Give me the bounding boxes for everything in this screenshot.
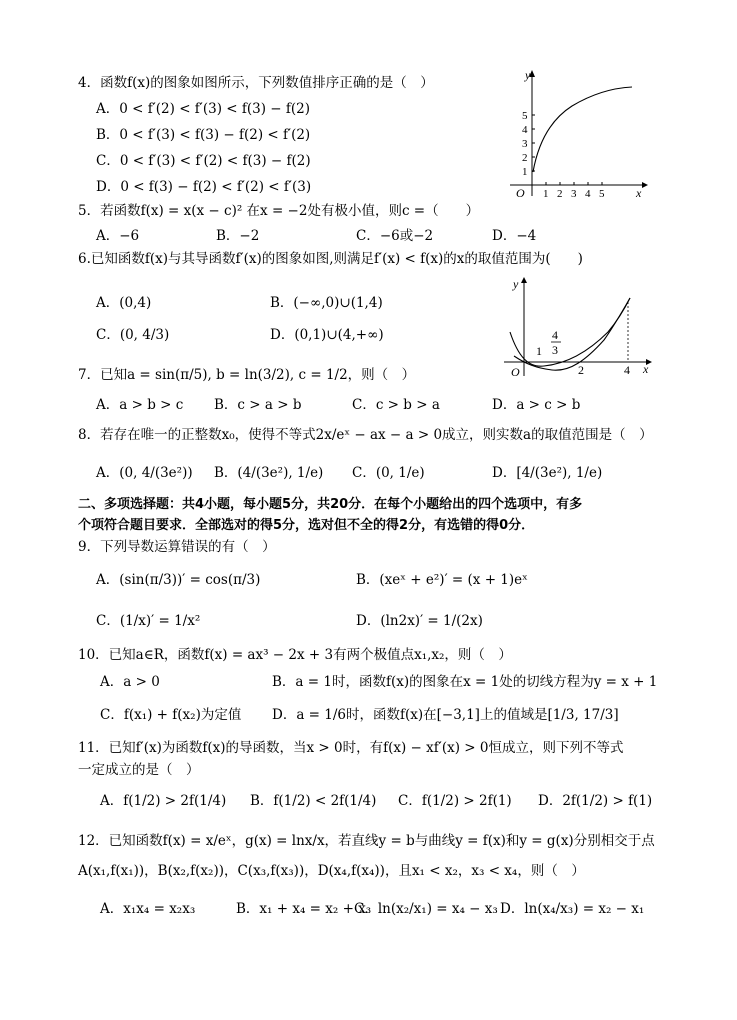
q4-y-ticks [522,110,535,178]
q4-x-tick: 3 [571,188,577,200]
q9-option-c: C．(1/x)′ = 1/x² [96,613,201,629]
q7-option-d: D．a > c > b [492,397,581,413]
q6-label-four: 4 [624,363,630,377]
q12-option-d: D．ln(x₄/x₃) = x₂ − x₁ [500,901,645,917]
q6-y-label: y [513,277,519,291]
q4-curve [533,87,632,172]
q10-stem: 10．已知a∈R，函数f(x) = ax³ − 2x + 3有两个极值点x₁,x₂，则（ ） [78,647,512,663]
q12-stem-line2: A(x₁,f(x₁))，B(x₂,f(x₂))，C(x₃,f(x₃))，D(x₄,f(x₄))，且x₁ < x₂，x₃ < x₄，则（ ） [78,863,585,879]
q6-label-four-third-den: 3 [552,343,558,357]
q4-option-a: A．0 < f′(2) < f′(3) < f(3) − f(2) [96,101,311,117]
q5-stem: 5．若函数f(x) = x(x − c)² 在x = −2处有极小值，则c =（ ） [78,203,480,219]
q6-option-a: A．(0,4) [96,295,152,311]
q4-option-b: B．0 < f′(3) < f(3) − f(2) < f′(2) [96,127,311,143]
q6-option-b: B．(−∞,0)∪(1,4) [270,295,383,311]
q4-x-tick: 4 [585,188,591,200]
q10-option-d: D．a = 1/6时，函数f(x)在[−3,1]上的值域是[1/3, 17/3] [272,707,619,723]
q12-option-a: A．x₁x₄ = x₂x₃ [100,901,196,917]
q6-origin-label: O [511,365,520,378]
q4-option-d: D．0 < f(3) − f(2) < f′(2) < f′(3) [96,179,312,195]
q6-curve-f [510,298,630,366]
q6-function-graph [500,276,660,378]
q11-option-a: A．f(1/2) > 2f(1/4) [100,793,227,809]
q4-x-tick: 1 [543,188,549,200]
q8-option-d: D．[4/(3e²), 1/e) [492,465,603,481]
q4-function-graph [500,66,650,200]
q7-option-c: C．c > b > a [352,397,440,413]
q4-y-tick: 2 [522,152,528,164]
q11-stem-line2: 一定成立的是（ ） [78,762,200,778]
q8-option-c: C．(0, 1/e) [352,465,425,481]
q5-option-b: B．−2 [216,228,260,244]
q10-option-b: B．a = 1时，函数f(x)的图象在x = 1处的切线方程为y = x + 1 [272,674,658,690]
q8-option-b: B．(4/(3e²), 1/e) [214,465,324,481]
section2-heading-line2: 个项符合题目要求．全部选对的得5分，选对但不全的得2分，有选错的得0分． [78,518,535,533]
q11-option-d: D．2f(1/2) > f(1) [538,793,653,809]
q12-option-c: C．ln(x₂/x₁) = x₄ − x₃ [354,901,498,917]
q9-option-a: A．(sin(π/3))′ = cos(π/3) [96,572,261,588]
q5-option-c: C．−6或−2 [356,228,434,244]
q6-stem: 6.已知函数f(x)与其导函数f′(x)的图象如图,则满足f′(x) < f(x)的x的取值范围为( ) [78,251,583,267]
q11-stem-line1: 11．已知f′(x)为函数f(x)的导函数，当x > 0时，有f(x) − xf′(x) > 0恒成立，则下列不等式 [78,740,624,756]
q4-stem: 4．函数f(x)的图象如图所示，下列数值排序正确的是（ ） [78,75,434,91]
q4-y-tick: 5 [522,110,528,122]
q7-option-a: A．a > b > c [96,397,184,413]
q6-label-two: 2 [578,363,584,377]
q4-option-c: C．0 < f′(3) < f′(2) < f(3) − f(2) [96,153,311,169]
q4-y-tick: 4 [522,124,528,136]
q11-option-c: C．f(1/2) > 2f(1) [398,793,512,809]
q6-x-label: x [643,362,649,376]
q4-x-label: x [636,186,642,200]
q6-option-d: D．(0,1)∪(4,+∞) [270,327,384,343]
q7-option-b: B．c > a > b [214,397,302,413]
q8-option-a: A．(0, 4/(3e²)) [96,465,193,481]
q4-x-tick: 2 [557,188,563,200]
q9-option-d: D．(ln2x)′ = 1/(2x) [356,613,483,629]
q9-stem: 9．下列导数运算错误的有（ ） [78,539,276,555]
q10-option-a: A．a > 0 [100,674,160,690]
q5-option-a: A．−6 [96,228,140,244]
q4-y-tick: 3 [522,138,528,150]
q12-option-b: B．x₁ + x₄ = x₂ + x₃ [236,901,372,917]
q11-option-b: B．f(1/2) < 2f(1/4) [250,793,377,809]
q5-option-d: D．−4 [492,228,537,244]
q4-origin-label: O [516,186,525,200]
q7-stem: 7．已知a = sin(π/5), b = ln(3/2), c = 1/2，则（ ） [78,367,416,383]
q6-label-one: 1 [536,344,542,358]
q6-label-four-third: 4 [552,328,558,342]
q6-option-c: C．(0, 4/3) [96,327,170,343]
q4-y-tick: 1 [522,166,528,178]
q8-stem: 8．若存在唯一的正整数x₀，使得不等式2x/eˣ − ax − a > 0成立，则实数a的取值范围是（ ） [78,427,653,443]
q4-x-tick: 5 [599,188,605,200]
q9-option-b: B．(xeˣ + e²)′ = (x + 1)eˣ [356,572,528,588]
q10-option-c: C．f(x₁) + f(x₂)为定值 [100,707,242,723]
section2-heading-line1: 二、多项选择题：共4小题，每小题5分，共20分．在每个小题给出的四个选项中，有多 [78,497,583,512]
q4-y-label: y [525,68,531,82]
q12-stem-line1: 12．已知函数f(x) = x/eˣ，g(x) = lnx/x，若直线y = b与曲线y = f(x)和y = g(x)分别相交于点 [78,833,655,849]
q6-curve-fprime [514,298,630,370]
